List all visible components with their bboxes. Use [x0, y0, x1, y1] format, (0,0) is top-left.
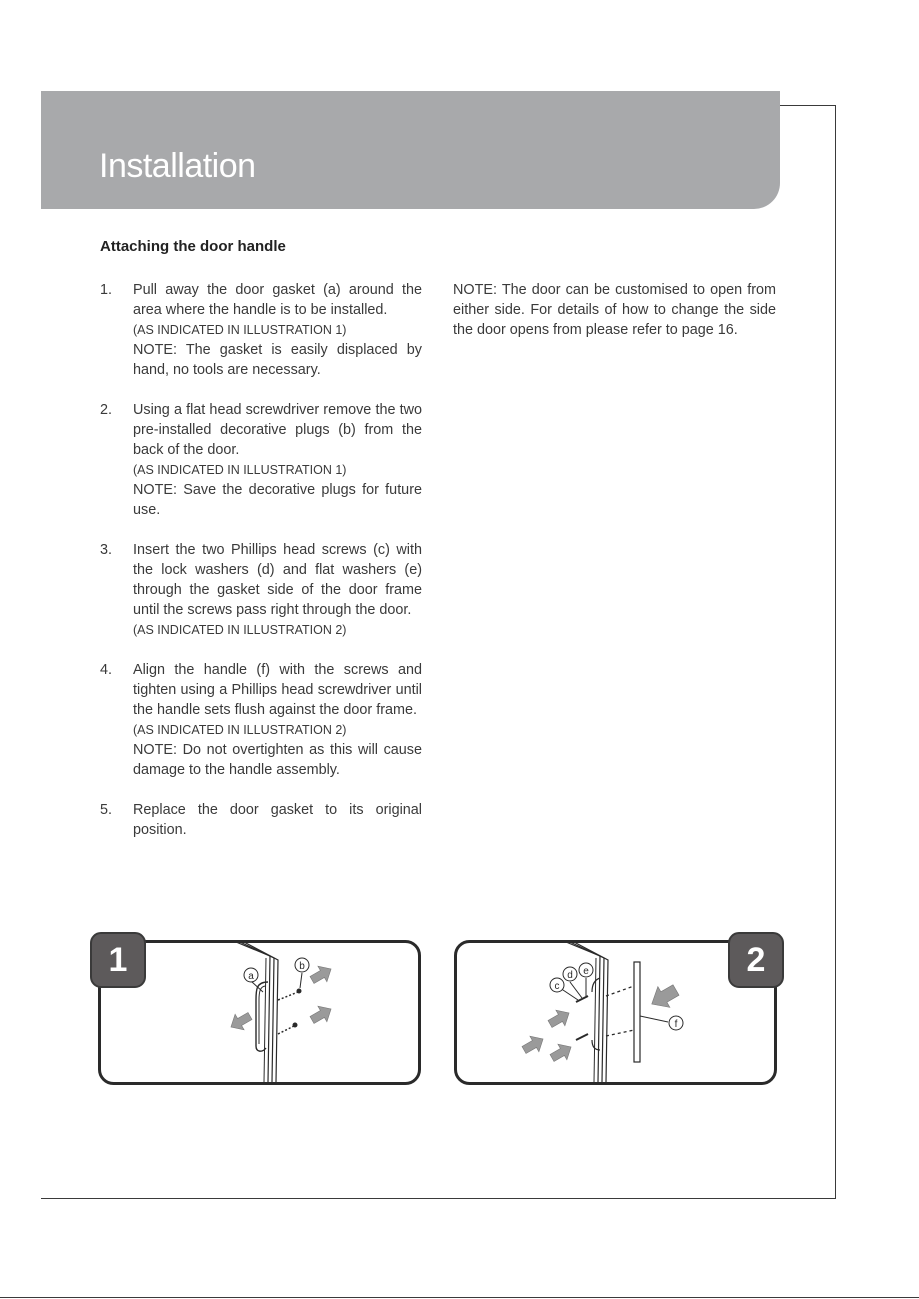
handle-f-shape	[634, 962, 640, 1062]
step-text: NOTE: Save the decorative plugs for future use.	[133, 482, 422, 518]
step-text: NOTE: The gasket is easily displaced by hand, no tools are necessary.	[133, 342, 422, 378]
page-title: Installation	[99, 147, 256, 185]
label-f-text: f	[674, 1019, 678, 1030]
step-number: 4.	[100, 662, 113, 678]
instruction-step	[100, 660, 422, 780]
instruction-step	[100, 280, 422, 380]
step-text: NOTE: Do not overtighten as this will cause damage to the handle assembly.	[133, 742, 422, 778]
step-reference: (AS INDICATED IN ILLUSTRATION 1)	[133, 323, 347, 337]
frame-right-rule	[835, 105, 836, 1199]
step-text: Using a flat head screwdriver remove the two pre-installed decorative plugs (b) from the back of the door.	[133, 402, 422, 458]
illustration-1	[98, 940, 421, 1085]
step-text: Align the handle (f) with the screws and tighten using a Phillips head screwdriver until the handle sets flush against the door frame.	[133, 662, 422, 718]
step-number: 3.	[100, 542, 113, 558]
step-number: 1.	[100, 282, 113, 298]
step-reference: (AS INDICATED IN ILLUSTRATION 2)	[133, 623, 347, 637]
instruction-step	[100, 400, 422, 520]
step-text: Replace the door gasket to its original position.	[133, 802, 422, 838]
illustration-1-badge: 1	[90, 932, 146, 988]
instruction-step	[100, 800, 422, 840]
frame-bottom-rule	[41, 1198, 836, 1199]
step-text: Pull away the door gasket (a) around the area where the handle is to be installed.	[133, 282, 422, 318]
label-e-text: e	[583, 966, 589, 977]
label-c-text: c	[554, 981, 560, 992]
illustration-2-badge: 2	[728, 932, 784, 988]
steps-column	[100, 280, 422, 860]
page-header-banner	[41, 91, 780, 209]
plug-b-bottom	[293, 1023, 298, 1028]
label-b-text: b	[299, 961, 305, 972]
label-d-text: d	[567, 970, 573, 981]
step-number: 2.	[100, 402, 113, 418]
section-title: Attaching the door handle	[100, 238, 286, 255]
side-note: NOTE: The door can be customised to open from either side. For details of how to change the side the door opens from please refer to page 16.	[453, 282, 776, 338]
step-reference: (AS INDICATED IN ILLUSTRATION 1)	[133, 463, 347, 477]
step-number: 5.	[100, 802, 113, 818]
step-reference: (AS INDICATED IN ILLUSTRATION 2)	[133, 723, 347, 737]
step-text: Insert the two Phillips head screws (c) with the lock washers (d) and flat washers (e) through the gasket side of the door frame until the screws pass right through the door.	[133, 542, 422, 618]
plug-b-top	[297, 989, 302, 994]
instruction-step	[100, 540, 422, 640]
label-a-text: a	[248, 971, 254, 982]
page-bottom-rule	[0, 1297, 919, 1298]
illustration-1-drawing	[98, 940, 421, 1085]
